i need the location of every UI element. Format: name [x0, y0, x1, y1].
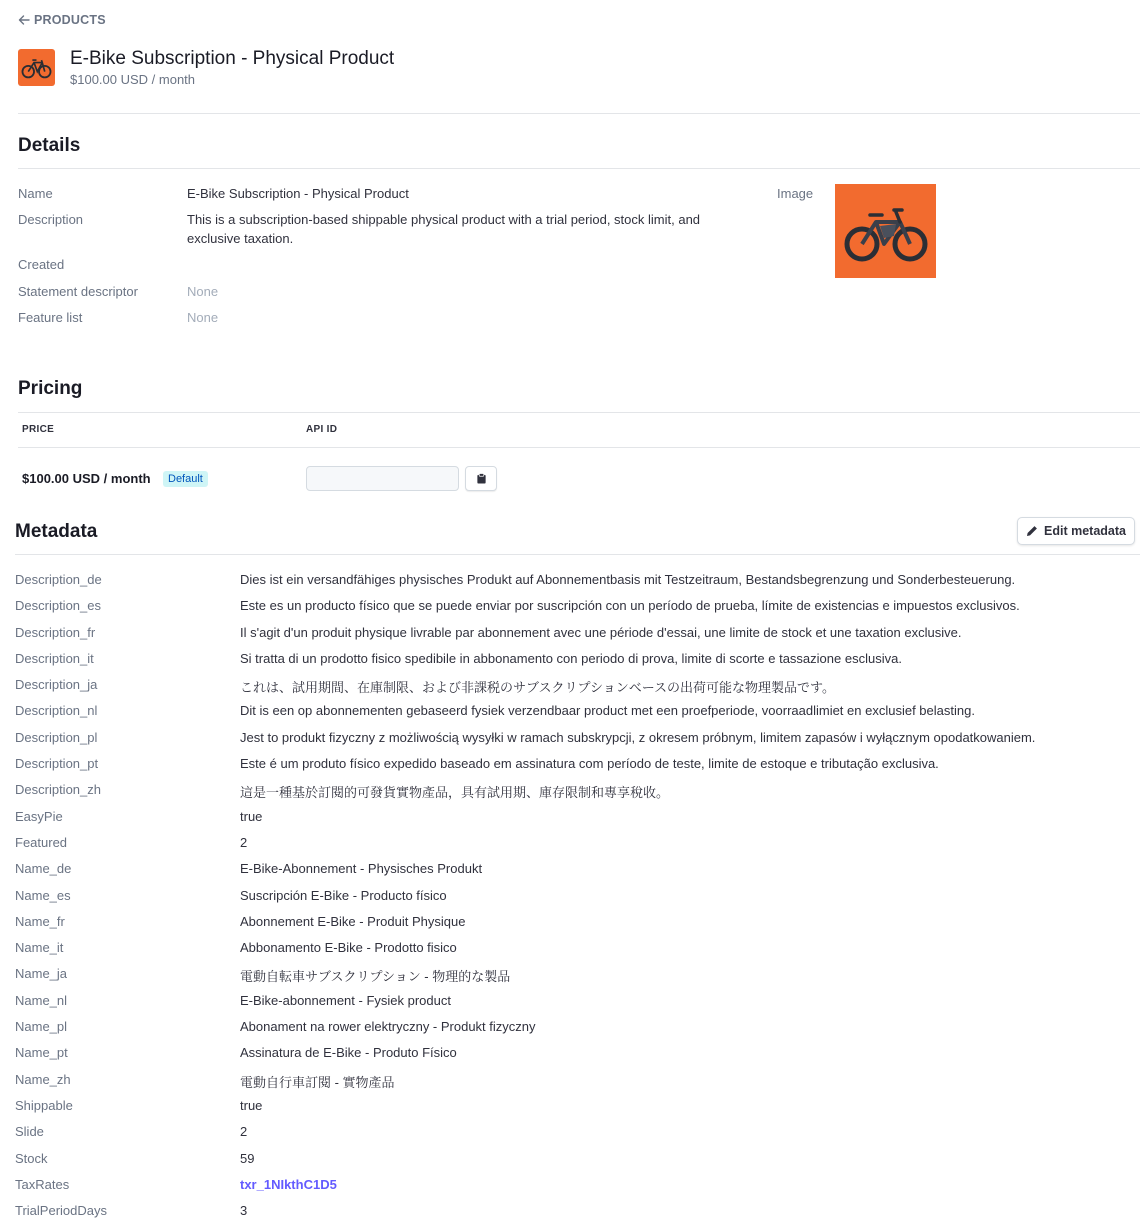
metadata-value: 59: [240, 1150, 255, 1166]
metadata-value: Abbonamento E-Bike - Prodotto fisico: [240, 940, 457, 956]
edit-metadata-button[interactable]: [1017, 517, 1135, 545]
metadata-row: [15, 1171, 1140, 1197]
pencil-icon: [1026, 525, 1038, 537]
copy-api-id-button[interactable]: [465, 466, 497, 491]
metadata-key: Name_fr: [15, 913, 65, 929]
metadata-key: Description_pl: [15, 729, 98, 745]
bicycle-icon: [20, 51, 53, 84]
metadata-value: 2: [240, 1124, 248, 1140]
metadata-value: Il s'agit d'un produit physique livrable par abonnement avec une période d'essai, une limite de stock et une taxation exclusive.: [240, 624, 962, 640]
metadata-key: TaxRates: [15, 1176, 70, 1192]
metadata-key: Description_zh: [15, 782, 101, 798]
bicycle-image-icon: [840, 188, 932, 274]
metadata-value: 電動自転車サブスクリプション - 物理的な製品: [240, 969, 511, 985]
metadata-key: Description_es: [15, 598, 101, 614]
details-heading: Details: [18, 135, 81, 156]
metadata-key: Slide: [15, 1124, 44, 1140]
detail-label-description: Description: [18, 212, 84, 227]
metadata-row: [15, 1039, 1140, 1065]
metadata-key: Name_ja: [15, 966, 68, 982]
metadata-row: [15, 645, 1140, 671]
metadata-value: E-Bike-Abonnement - Physisches Produkt: [240, 861, 483, 877]
metadata-key: EasyPie: [15, 808, 63, 824]
image-label: Image: [777, 186, 814, 201]
metadata-key: Description_pt: [15, 756, 99, 772]
metadata-key: Name_de: [15, 861, 72, 877]
divider: [18, 447, 1140, 448]
metadata-value: これは、試用期間、在庫制限、および非課税のサブスクリプションベースの出荷可能な物理製品です。: [240, 680, 836, 696]
metadata-row: [15, 671, 1140, 697]
metadata-value: Este é um produto físico expedido baseado em assinatura com período de teste, limite de estoque e tributação exclusiva.: [240, 756, 939, 772]
metadata-value: Abonnement E-Bike - Produit Physique: [240, 913, 466, 929]
divider: [18, 412, 1140, 413]
metadata-list: [15, 566, 1140, 1223]
metadata-value: Dit is een op abonnementen gebaseerd fysiek verzendbaar product met een proefperiode, voorraadlimiet en exclusief belasting.: [240, 703, 975, 719]
metadata-value: Jest to produkt fizyczny z możliwością wysyłki w ramach subskrypcji, z okresem próbnym, limitem zapasów i wyłącznym opodatkowaniem.: [240, 729, 1036, 745]
metadata-value: Este es un producto físico que se puede enviar por suscripción con un período de prueba, límite de existencias e impuestos exclusivos.: [240, 598, 1020, 614]
api-id-field[interactable]: [306, 466, 459, 491]
metadata-row: [15, 697, 1140, 723]
metadata-row: [15, 566, 1140, 592]
metadata-key: Name_pl: [15, 1019, 68, 1035]
price-amount[interactable]: $100.00 USD / month: [22, 471, 151, 486]
metadata-key: TrialPeriodDays: [15, 1203, 107, 1219]
metadata-key: Description_de: [15, 572, 102, 587]
column-header-price: PRICE: [22, 424, 55, 435]
metadata-value: true: [240, 1097, 263, 1113]
metadata-value: Suscripción E-Bike - Producto físico: [240, 887, 447, 903]
metadata-value: Dies ist ein versandfähiges physisches Produkt auf Abonnementbasis mit Testzeitraum, Bestandsbegrenzung und Sonderbesteuerung.: [240, 572, 1016, 587]
metadata-value: 電動自行車訂閱 - 實物產品: [240, 1074, 395, 1090]
metadata-row: [15, 803, 1140, 829]
metadata-value: Si tratta di un prodotto fisico spedibile in abbonamento con periodo di prova, limite di scorte e tassazione esclusiva.: [240, 650, 902, 666]
metadata-row: [15, 750, 1140, 776]
metadata-value: 3: [240, 1203, 248, 1219]
metadata-value: 2: [240, 834, 248, 850]
product-image[interactable]: [835, 184, 936, 278]
breadcrumb-label: PRODUCTS: [34, 13, 106, 27]
metadata-row: [15, 1013, 1140, 1039]
default-badge: Default: [163, 471, 208, 487]
metadata-row: [15, 1197, 1140, 1223]
metadata-value: Assinatura de E-Bike - Produto Físico: [240, 1045, 457, 1061]
metadata-row: [15, 960, 1140, 986]
divider: [18, 113, 1140, 114]
metadata-row: [15, 592, 1140, 618]
product-header: [18, 47, 394, 87]
metadata-row: [15, 619, 1140, 645]
metadata-value: true: [240, 808, 263, 824]
detail-value-description: This is a subscription-based shippable physical product with a trial period, stock limit, and exclusive taxation.: [187, 212, 701, 246]
metadata-value: Abonament na rower elektryczny - Produkt fizyczny: [240, 1019, 536, 1035]
metadata-key: Name_pt: [15, 1045, 68, 1061]
product-title: E-Bike Subscription - Physical Product: [70, 48, 395, 69]
product-price-summary: $100.00 USD / month: [70, 72, 196, 87]
metadata-row: [15, 724, 1140, 750]
metadata-key: Shippable: [15, 1097, 73, 1113]
tax-rate-link[interactable]: txr_1NIkthC1D5: [240, 1176, 337, 1192]
metadata-key: Description_fr: [15, 624, 96, 640]
arrow-left-icon: [18, 14, 30, 26]
metadata-row: [15, 1092, 1140, 1118]
metadata-row: [15, 855, 1140, 881]
metadata-value: 這是一種基於訂閱的可發貨實物產品，具有試用期、庫存限制和專享稅收。: [240, 785, 670, 801]
detail-value-statement-descriptor: None: [187, 284, 219, 299]
metadata-row: [15, 882, 1140, 908]
metadata-key: Name_it: [15, 940, 64, 956]
clipboard-icon: [476, 473, 487, 484]
metadata-key: Stock: [15, 1150, 48, 1166]
detail-label-created: Created: [18, 257, 65, 272]
detail-label-statement-descriptor: Statement descriptor: [18, 284, 138, 299]
product-thumbnail: [18, 49, 55, 86]
divider: [15, 554, 1140, 555]
divider: [18, 168, 1140, 169]
metadata-row: [15, 934, 1140, 960]
metadata-row: [15, 829, 1140, 855]
metadata-row: [15, 987, 1140, 1013]
detail-value-feature-list: None: [187, 310, 219, 325]
metadata-row: [15, 908, 1140, 934]
metadata-row: [15, 1118, 1140, 1144]
edit-metadata-label: Edit metadata: [1044, 524, 1126, 538]
detail-value-name: E-Bike Subscription - Physical Product: [187, 186, 409, 201]
metadata-key: Name_nl: [15, 992, 68, 1008]
metadata-key: Description_ja: [15, 677, 98, 693]
metadata-heading: Metadata: [15, 521, 98, 542]
pricing-heading: Pricing: [18, 378, 83, 399]
metadata-key: Name_zh: [15, 1071, 71, 1087]
metadata-row: [15, 1145, 1140, 1171]
metadata-key: Description_nl: [15, 703, 98, 719]
metadata-row: [15, 776, 1140, 802]
column-header-api-id: API ID: [306, 424, 338, 435]
metadata-key: Featured: [15, 834, 68, 850]
metadata-row: [15, 1066, 1140, 1092]
back-to-products-link[interactable]: [18, 13, 106, 27]
metadata-key: Description_it: [15, 650, 94, 666]
detail-label-feature-list: Feature list: [18, 310, 83, 325]
detail-label-name: Name: [18, 186, 53, 201]
metadata-key: Name_es: [15, 887, 71, 903]
metadata-value: E-Bike-abonnement - Fysiek product: [240, 992, 451, 1008]
